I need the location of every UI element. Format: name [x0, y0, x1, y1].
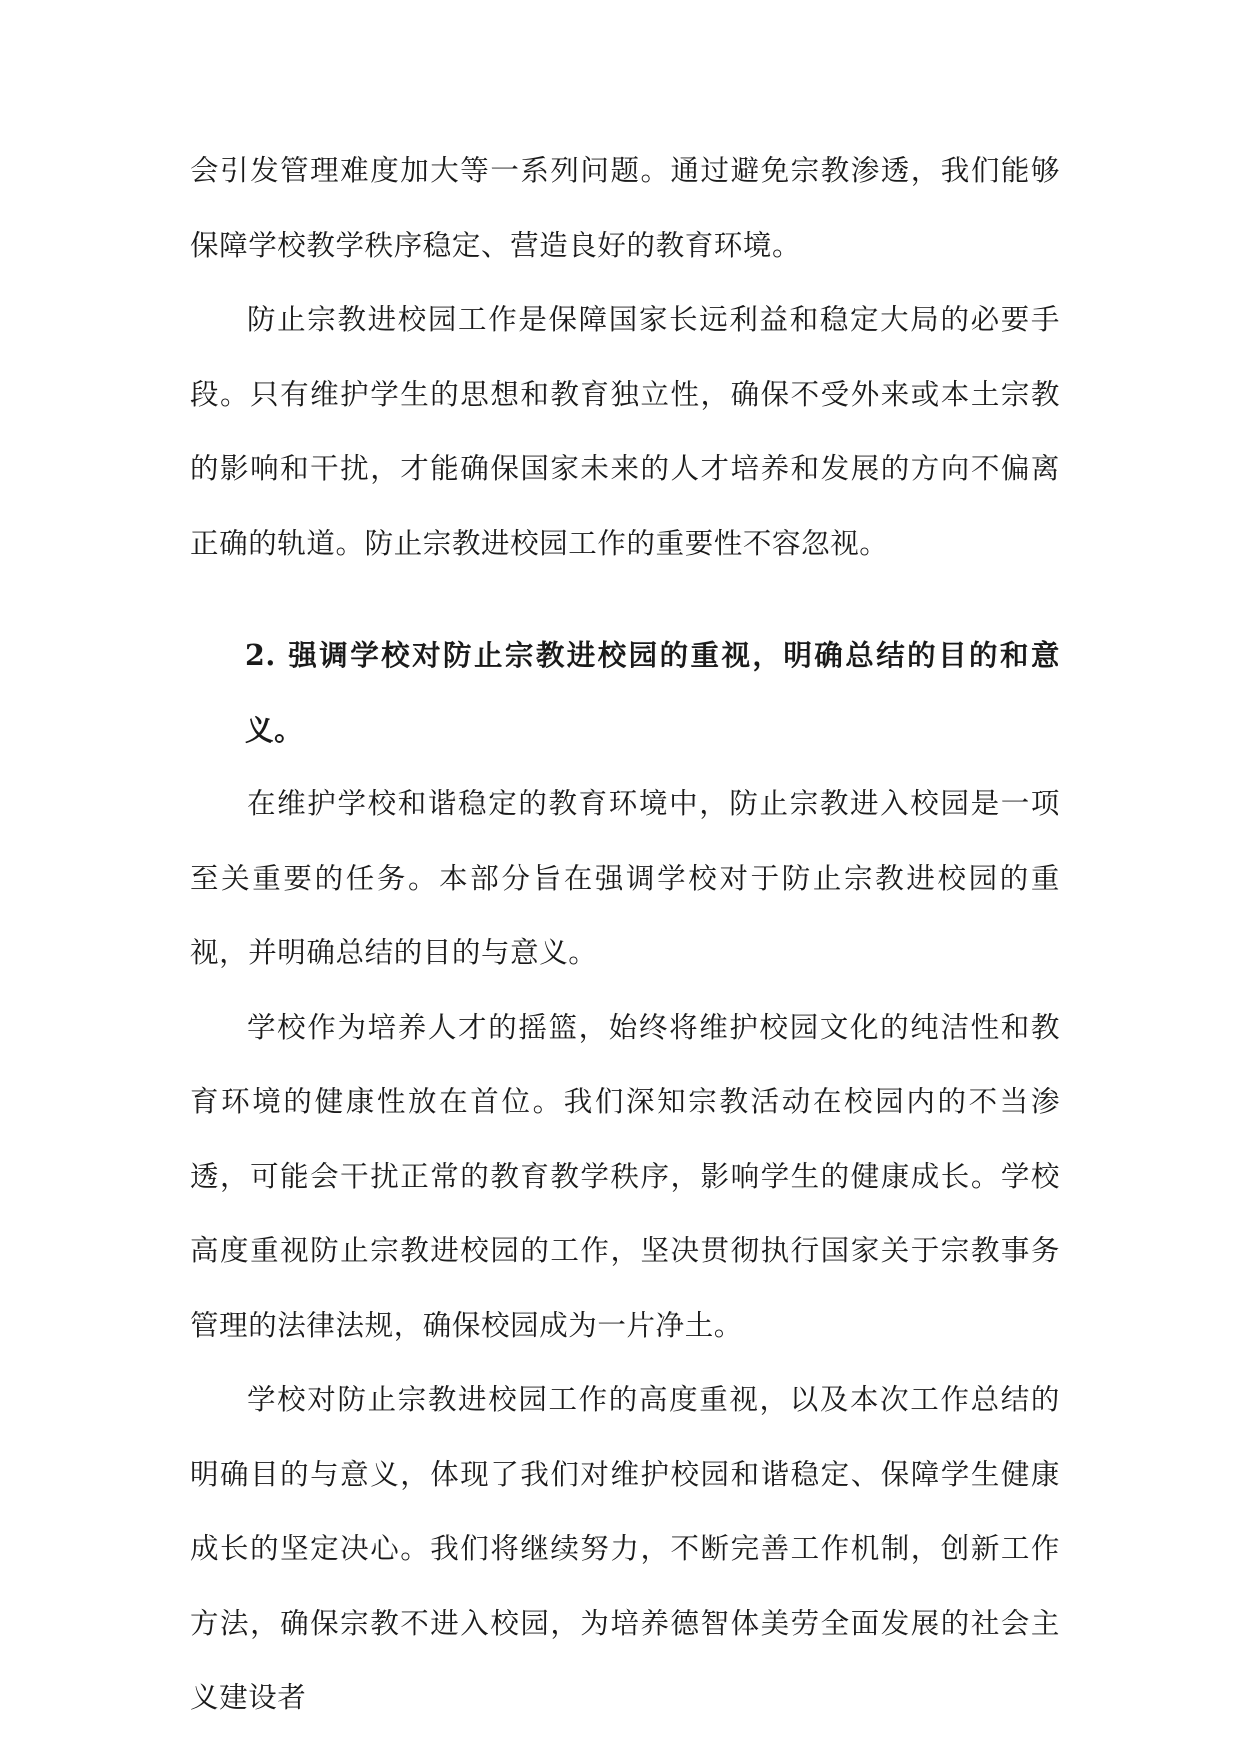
paragraph-importance: 防止宗教进校园工作是保障国家长远利益和稳定大局的必要手段。只有维护学生的思想和教育独立性，确保不受外来或本土宗教的影响和干扰，才能确保国家未来的人才培养和发展的方向不偏离正确的轨道。防止宗教进校园工作的重要性不容忽视。	[190, 303, 1060, 560]
paragraph-commitment: 学校对防止宗教进校园工作的高度重视，以及本次工作总结的明确目的与意义，体现了我们对维护校园和谐稳定、保障学生健康成长的坚定决心。我们将继续努力，不断完善工作机制，创新工作方法，确保宗教不进入校园，为培养德智体美劳全面发展的社会主义建设者	[190, 1383, 1060, 1714]
paragraph-continuation: 会引发管理难度加大等一系列问题。通过避免宗教渗透，我们能够保障学校教学秩序稳定、营造良好的教育环境。	[190, 154, 1060, 262]
document-body	[190, 134, 1060, 1736]
section-spacer	[190, 581, 1060, 618]
paragraph-school-role: 学校作为培养人才的摇篮，始终将维护校园文化的纯洁性和教育环境的健康性放在首位。我们深知宗教活动在校园内的不当渗透，可能会干扰正常的教育教学秩序，影响学生的健康成长。学校高度重视防止宗教进校园的工作，坚决贯彻执行国家关于宗教事务管理的法律法规，确保校园成为一片净土。	[190, 1010, 1060, 1342]
section-heading: 2. 强调学校对防止宗教进校园的重视，明确总结的目的和意义。	[245, 638, 1060, 747]
paragraph-intro: 在维护学校和谐稳定的教育环境中，防止宗教进入校园是一项至关重要的任务。本部分旨在强调学校对于防止宗教进校园的重视，并明确总结的目的与意义。	[190, 787, 1060, 969]
